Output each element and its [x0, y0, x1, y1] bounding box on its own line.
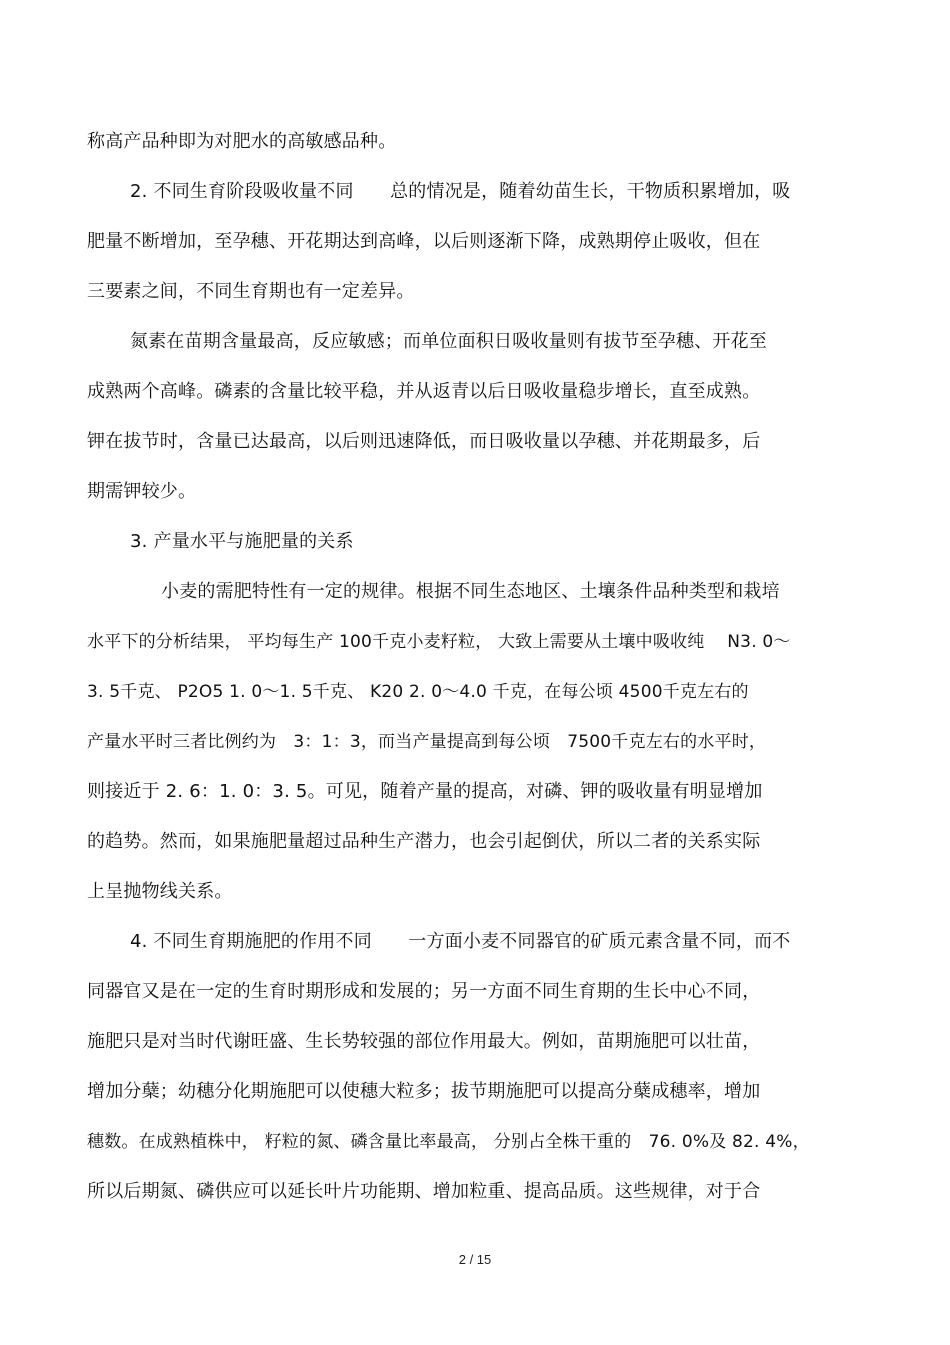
text-line: 所以后期氮、磷供应可以延长叶片功能期、增加粒重、提高品质。这些规律，对于合 — [87, 1181, 761, 1202]
page-number: 2 / 15 — [458, 1252, 492, 1267]
text-line: 水平下的分析结果， 平均每生产 100千克小麦籽粒， 大致上需要从土壤中吸收纯 N3. 0～ — [87, 632, 791, 652]
text-line: 成熟两个高峰。磷素的含量比较平稳，并从返青以后日吸收量稳步增长，直至成熟。 — [87, 381, 761, 402]
text-line: 期需钾较少。 — [87, 481, 197, 502]
text-line: 上呈抛物线关系。 — [87, 881, 233, 902]
text-line: 产量水平时三者比例约为 3：1：3，而当产量提高到每公顷 7500千克左右的水平时， — [87, 732, 767, 752]
text-line: 3. 产量水平与施肥量的关系 — [130, 531, 354, 552]
text-line: 施肥只是对当时代谢旺盛、生长势较强的部位作用最大。例如，苗期施肥可以壮苗， — [87, 1031, 761, 1052]
text-line: 肥量不断增加，至孕穗、开花期达到高峰，以后则逐渐下降，成熟期停止吸收，但在 — [87, 231, 761, 252]
text-line: 2. 不同生育阶段吸收量不同 总的情况是，随着幼苗生长，干物质积累增加，吸 — [130, 181, 791, 202]
text-line: 3. 5千克、 P2O5 1. 0～1. 5千克、 K20 2. 0～4.0 千克，在每公顷 4500千克左右的 — [87, 682, 749, 702]
text-line: 氮素在苗期含量最高，反应敏感；而单位面积日吸收量则有拔节至孕穗、开花至 — [130, 331, 767, 352]
text-line: 钾在拔节时，含量已达最高，以后则迅速降低，而日吸收量以孕穗、并花期最多，后 — [87, 431, 761, 452]
text-line: 同器官又是在一定的生育时期形成和发展的；另一方面不同生育期的生长中心不同， — [87, 981, 761, 1002]
text-line: 称高产品种即为对肥水的高敏感品种。 — [87, 131, 397, 152]
text-line: 小麦的需肥特性有一定的规律。根据不同生态地区、土壤条件品种类型和栽培 — [161, 581, 780, 602]
text-line: 增加分蘖；幼穗分化期施肥可以使穗大粒多；拔节期施肥可以提高分蘖成穗率，增加 — [87, 1081, 761, 1102]
text-line: 的趋势。然而，如果施肥量超过品种生产潜力，也会引起倒伏，所以二者的关系实际 — [87, 831, 761, 852]
text-line: 穗数。在成熟植株中， 籽粒的氮、磷含量比率最高， 分别占全株干重的 76. 0%及 82. 4%， — [87, 1132, 810, 1152]
text-line: 则接近于 2. 6：1. 0：3. 5。可见，随着产量的提高，对磷、钾的吸收量有明显增加 — [87, 781, 763, 802]
text-line: 三要素之间，不同生育期也有一定差异。 — [87, 281, 415, 302]
text-line: 4. 不同生育期施肥的作用不同 一方面小麦不同器官的矿质元素含量不同，而不 — [130, 931, 791, 952]
